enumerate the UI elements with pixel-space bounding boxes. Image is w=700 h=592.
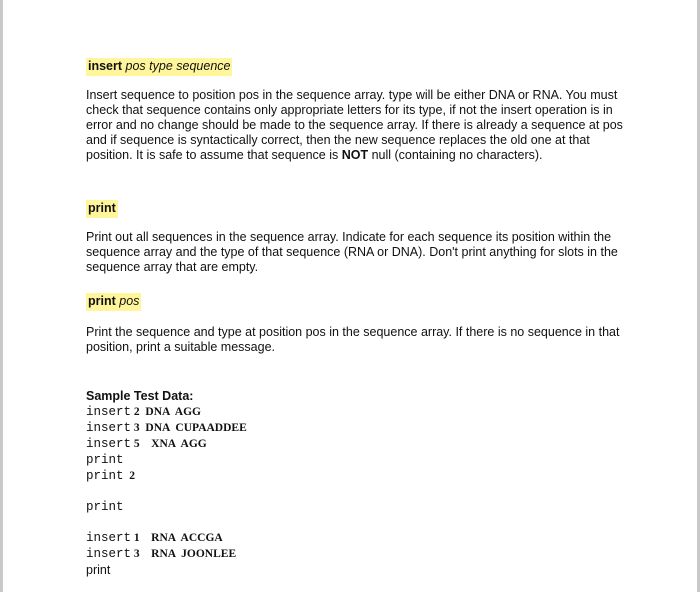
insert-heading: insert pos type sequence [86, 57, 232, 76]
sample-line-2: insert 3 DNA CUPAADDEE [86, 421, 247, 435]
sample-line-9: print [86, 563, 111, 577]
print-description: Print out all sequences in the sequence array. Indicate for each sequence its position within the sequence array and the type of that sequence (RNA or DNA). Don't print anything for slots in the sequence array that are empty. [86, 230, 618, 274]
sample-line-7: insert 1 RNA ACCGA [86, 531, 223, 545]
page-edge-left [0, 0, 3, 592]
sample-line-5: print 2 [86, 469, 136, 483]
sample-line-6: print [86, 500, 124, 514]
sample-line-3: insert 5 XNA AGG [86, 437, 207, 451]
print-heading: print [86, 199, 118, 218]
print-pos-description: Print the sequence and type at position pos in the sequence array. If there is no sequence in that position, print a suitable message. [86, 325, 620, 354]
sample-title: Sample Test Data: [86, 389, 194, 403]
insert-description: Insert sequence to position pos in the sequence array. type will be either DNA or RNA. You must check that sequence contains only appropriate letters for its type, if not the insert operation is in error and no change should be made to the sequence array. If there is already a sequence at pos and if sequence is syntactically correct, then the new sequence replaces the old one at that position. It is safe to assume that sequence is NOT null (containing no characters). [86, 88, 623, 162]
sample-line-1: insert 2 DNA AGG [86, 405, 201, 419]
sample-line-8: insert 3 RNA JOONLEE [86, 547, 237, 561]
print-pos-heading: print pos [86, 292, 141, 311]
sample-line-4: print [86, 453, 124, 467]
